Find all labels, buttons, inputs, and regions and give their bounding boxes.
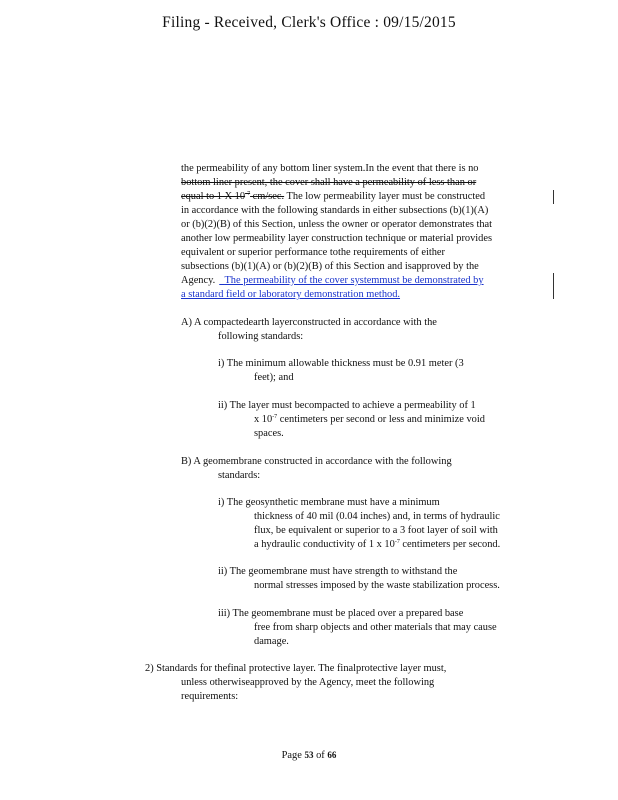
deleted-text: equal to 1 X 10 (181, 191, 246, 202)
section-b-item-ii: ii) The geomembrane must have strength to withstand the (218, 566, 458, 577)
section-a-item-ii: ii) The layer must becompacted to achieve a permeability of 1 (218, 400, 476, 411)
revision-bar-top (553, 190, 554, 204)
section-a-heading: A) A compactedearth layerconstructed in accordance with the (181, 317, 437, 328)
section-2-heading-cont: unless otherwiseapproved by the Agency, meet the following (181, 677, 435, 688)
section-b-item-i-cont-3: a hydraulic conductivity of 1 x $10^{-7}$ centimeters per second. (254, 539, 501, 550)
section-a-heading-cont: following standards: (218, 331, 304, 342)
section-b-item-iii-end: damage. (254, 636, 289, 647)
page-total: 66 (327, 750, 337, 760)
intro-line-8: subsections (b)(1)(A) or (b)(2)(B) of this Section and isapproved by the (181, 261, 479, 272)
intro-line-1: the permeability of any bottom liner system.In the event that there is no (181, 163, 479, 174)
intro-line-2-deleted: bottom liner present, the cover shall have a permeability of less than or (181, 177, 477, 188)
revision-bar-bottom (553, 273, 554, 299)
section-b-item-i-cont-2: flux, be equivalent or superior to a 3 foot layer of soil with (254, 525, 498, 536)
page-footer (0, 750, 618, 761)
intro-line-6: another low permeability layer construction technique or material provides (181, 233, 493, 244)
page-number: 53 (304, 750, 314, 760)
section-a-item-i-cont: feet); and (254, 372, 294, 383)
section-b-item-i-cont-1: thickness of 40 mil (0.04 inches) and, in terms of hydraulic (254, 511, 500, 522)
section-a-item-ii-end: spaces. (254, 428, 284, 439)
intro-line-3 (181, 190, 485, 204)
text: Agency. (181, 275, 216, 286)
inserted-text: The permeability of the cover systemmust be demonstrated by (224, 275, 484, 286)
intro-line-5: or (b)(2)(B) of this Section, unless the owner or operator demonstrates that (181, 219, 493, 230)
section-b-heading: B) A geomembrane constructed in accordance with the following (181, 456, 452, 467)
section-a-item-i: i) The minimum allowable thickness must be 0.91 meter (3 (218, 358, 464, 369)
filing-header: Filing - Received, Clerk's Office : 09/15/2015 (162, 14, 456, 31)
section-2-heading: 2) Standards for thefinal protective layer. The finalprotective layer must, (145, 663, 447, 674)
intro-line-10-inserted: a standard field or laboratory demonstration method. (181, 289, 401, 300)
section-b-item-i: i) The geosynthetic membrane must have a minimum (218, 497, 440, 508)
page-label: Page (281, 750, 302, 761)
deleted-text-unit: cm/sec. (250, 191, 285, 202)
text: The low permeability layer must be constructed (284, 191, 486, 202)
intro-line-7: equivalent or superior performance tothe requirements of either (181, 247, 445, 258)
section-b-item-iii-cont: free from sharp objects and other materials that may cause (254, 622, 497, 633)
section-2-heading-end: requirements: (181, 691, 239, 702)
section-b-heading-cont: standards: (218, 470, 261, 481)
intro-line-4: in accordance with the following standards in either subsections (b)(1)(A) (181, 205, 489, 216)
intro-line-9 (181, 274, 484, 288)
section-b-item-ii-cont: normal stresses imposed by the waste stabilization process. (254, 580, 500, 591)
exponent: -7 (245, 191, 251, 197)
section-b-item-iii: iii) The geomembrane must be placed over a prepared base (218, 608, 464, 619)
section-a-item-ii-cont: x $10^{-7}$ centimeters per second or less and minimize void (254, 414, 485, 425)
page-of-label: of (316, 750, 325, 761)
